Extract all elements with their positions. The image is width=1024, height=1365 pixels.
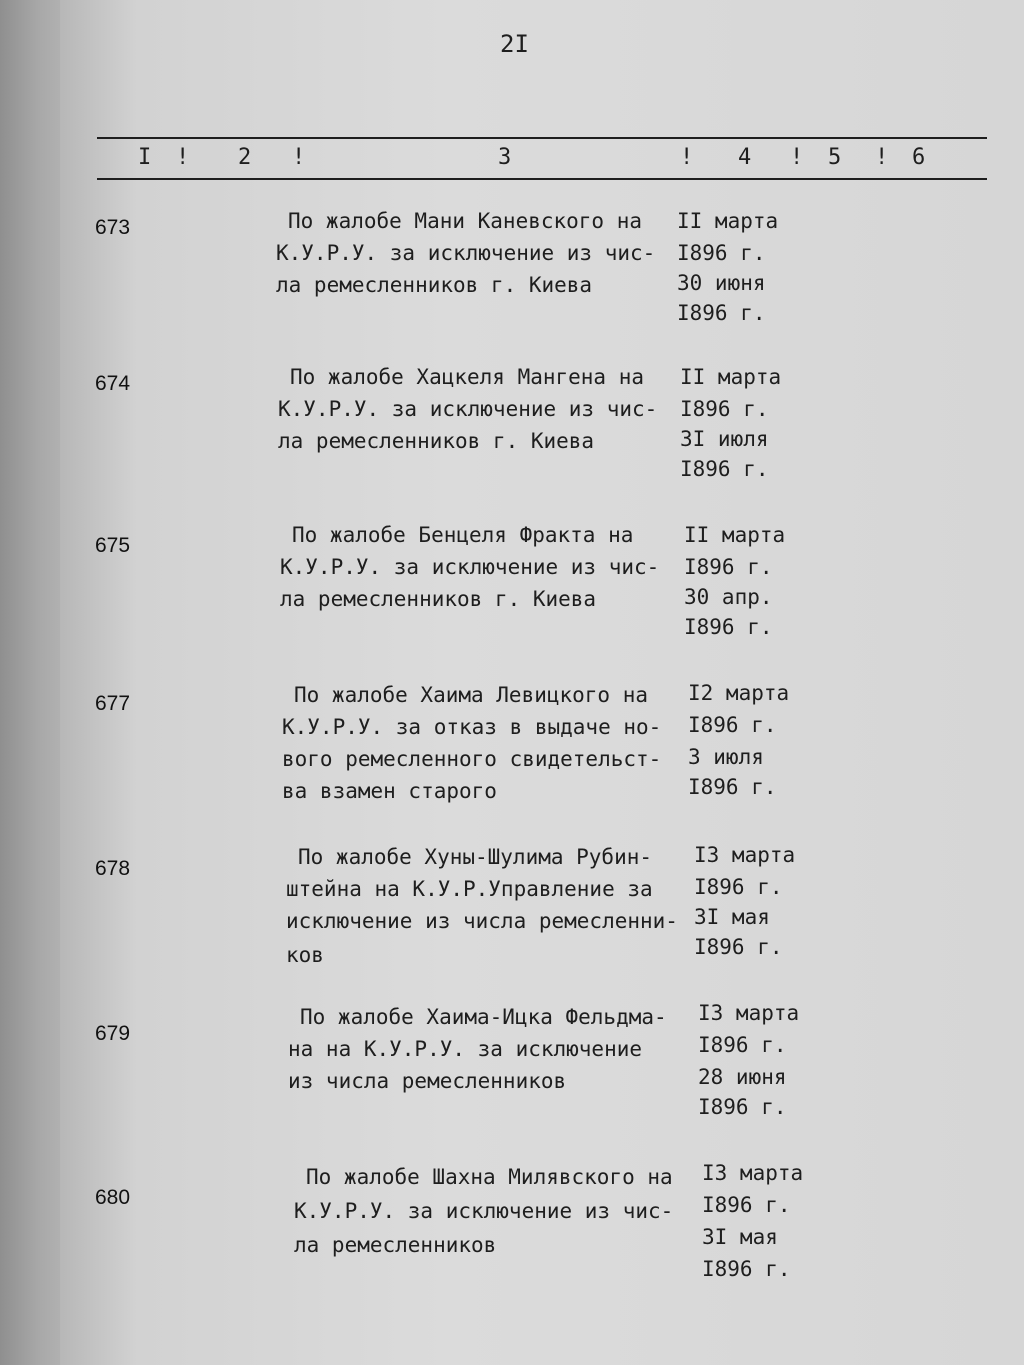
row-description-line: По жалобе Шахна Милявского на (306, 1165, 673, 1189)
row-description-line: ков (286, 943, 324, 967)
column-header-3: 3 (498, 145, 512, 170)
row-description-line: К.У.Р.У. за исключение из чис- (278, 397, 658, 421)
row-description-line: исключение из числа ремесленни- (286, 909, 678, 933)
row-number: 679 (95, 1022, 131, 1045)
row-description-line: К.У.Р.У. за исключение из чис- (294, 1199, 674, 1223)
table-top-rule (97, 137, 987, 139)
row-description-line: ла ремесленников (294, 1233, 497, 1257)
row-description-line: По жалобе Хаима-Ицка Фельдма- (300, 1005, 667, 1029)
row-date-line: I896 г. (698, 1033, 787, 1057)
column-header-1: I (138, 145, 152, 170)
row-description-line: ва взамен старого (282, 779, 497, 803)
row-date-line: 30 апр. (684, 585, 773, 609)
row-date-line: 30 июня (677, 271, 766, 295)
row-date-line: 3I мая (694, 905, 770, 929)
row-date-line: I896 г. (698, 1095, 787, 1119)
row-date-line: I896 г. (677, 301, 766, 325)
row-number: 677 (95, 692, 131, 715)
row-number: 675 (95, 534, 131, 557)
column-separator: ! (680, 145, 694, 170)
row-number: 680 (95, 1186, 131, 1209)
row-description-line: По жалобе Мани Каневского на (288, 209, 643, 233)
row-date-line: 28 июня (698, 1065, 787, 1089)
column-separator: ! (875, 145, 889, 170)
row-number: 678 (95, 857, 131, 880)
page-number: 2I (500, 30, 529, 58)
row-date-line: II марта (677, 209, 779, 233)
row-description-line: По жалобе Хаима Левицкого на (294, 683, 649, 707)
row-date-line: I3 марта (694, 843, 796, 867)
row-description-line: К.У.Р.У. за исключение из чис- (276, 241, 656, 265)
column-header-4: 4 (738, 145, 752, 170)
row-description-line: из числа ремесленников (288, 1069, 567, 1093)
row-number: 673 (95, 216, 131, 239)
row-date-line: I3 марта (702, 1161, 804, 1185)
row-description-line: По жалобе Хуны-Шулима Рубин- (298, 845, 653, 869)
row-date-line: I896 г. (680, 397, 769, 421)
row-description-line: ла ремесленников г. Киева (276, 273, 593, 297)
row-description-line: на на К.У.Р.У. за исключение (288, 1037, 643, 1061)
row-date-line: 3I мая (702, 1225, 778, 1249)
row-description-line: К.У.Р.У. за исключение из чис- (280, 555, 660, 579)
row-description-line: По жалобе Бенцеля Фракта на (292, 523, 634, 547)
column-header-6: 6 (912, 145, 926, 170)
row-date-line: 3I июля (680, 427, 769, 451)
row-date-line: I896 г. (684, 555, 773, 579)
row-description-line: По жалобе Хацкеля Мангена на (290, 365, 645, 389)
row-date-line: I3 марта (698, 1001, 800, 1025)
column-separator: ! (292, 145, 306, 170)
row-description-line: штейна на К.У.Р.Управление за (286, 877, 653, 901)
row-description-line: ла ремесленников г. Киева (278, 429, 595, 453)
row-date-line: I896 г. (688, 713, 777, 737)
row-date-line: I896 г. (680, 457, 769, 481)
column-header-5: 5 (828, 145, 842, 170)
row-date-line: I896 г. (684, 615, 773, 639)
row-date-line: I896 г. (688, 775, 777, 799)
row-date-line: I896 г. (694, 875, 783, 899)
row-date-line: I896 г. (694, 935, 783, 959)
row-date-line: I896 г. (677, 241, 766, 265)
row-date-line: I2 марта (688, 681, 790, 705)
row-description-line: вого ремесленного свидетельст- (282, 747, 662, 771)
column-separator: ! (790, 145, 804, 170)
row-date-line: I896 г. (702, 1193, 791, 1217)
column-header-2: 2 (238, 145, 252, 170)
row-description-line: К.У.Р.У. за отказ в выдаче но- (282, 715, 662, 739)
row-date-line: 3 июля (688, 745, 764, 769)
table-header-rule (97, 178, 987, 180)
row-number: 674 (95, 372, 131, 395)
row-date-line: II марта (680, 365, 782, 389)
row-description-line: ла ремесленников г. Киева (280, 587, 597, 611)
column-separator: ! (176, 145, 190, 170)
row-date-line: II марта (684, 523, 786, 547)
row-date-line: I896 г. (702, 1257, 791, 1281)
